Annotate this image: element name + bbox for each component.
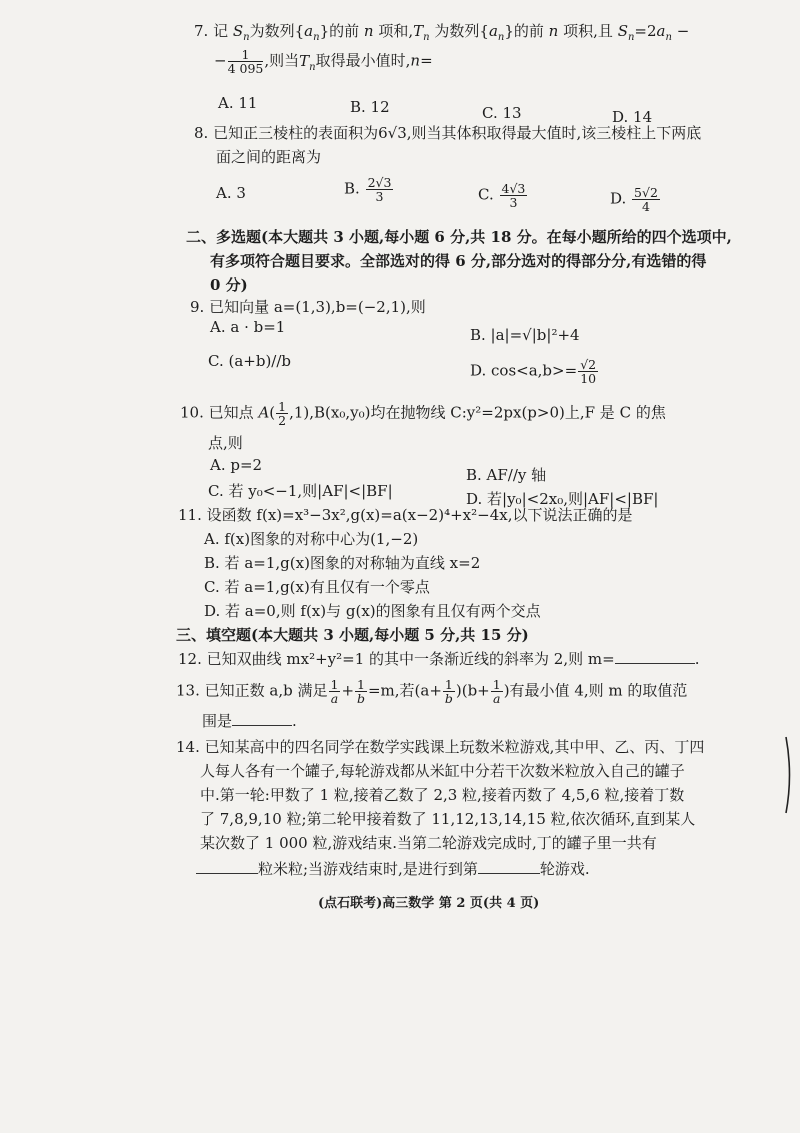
question-11-stem: 11. 设函数 f(x)=x³−3x²,g(x)=a(x−2)⁴+x²−4x,以下说法正确的是 [178,506,633,524]
question-14-line4: 了 7,8,9,10 粒;第二轮甲接着数了 11,12,13,14,15 粒,依次循环,直到某人 [200,810,696,828]
q9-option-a: A. a · b=1 [210,318,286,336]
q9-option-d: D. cos<a,b>= $\frac{√2}{10}$ [470,357,597,387]
q11-option-b: B. 若 a=1,g(x)图象的对称轴为直线 x=2 [204,554,481,572]
q8-option-a: A. 3 [216,184,246,202]
section-2-heading-line2: 有多项符合题目要求。全部选对的得 6 分,部分选对的得部分分,有选错的得 [210,252,707,270]
page-footer: (点石联考)高三数学 第 2 页(共 4 页) [318,896,540,911]
q10-option-d: D. 若|y₀|<2x₀,则|AF|<|BF| [466,490,659,508]
section-3-heading: 三、填空题(本大题共 3 小题,每小题 5 分,共 15 分) [176,626,529,644]
section-2-heading-line1: 二、多选题(本大题共 3 小题,每小题 6 分,共 18 分。在每小题所给的四个选项中, [186,228,732,246]
question-7-line2: − $\frac{1}{4 095}$ ,则当$T_n$取得最小值时,n= [214,47,433,77]
question-14-line3: 中.第一轮:甲数了 1 粒,接着乙数了 2,3 粒,接着丙数了 4,5,6 粒,接着丁数 [200,786,685,804]
q7-option-c: C. 13 [482,104,522,122]
question-9-stem: 9. 已知向量 a=(1,3),b=(−2,1),则 [190,298,426,316]
answer-blank-14a[interactable] [196,872,258,874]
q10-option-a: A. p=2 [210,456,263,474]
q7-option-a: A. 11 [218,94,258,112]
question-9-number: 9. [190,298,205,316]
q11-option-a: A. f(x)图象的对称中心为(1,−2) [204,530,419,548]
question-8-number: 8. [194,124,209,142]
q10-option-b: B. AF//y 轴 [466,466,547,484]
q8-option-d: D. $\frac{5√2}{4}$ [610,185,658,215]
question-13-line1: 13. 已知正数 a,b 满足 $\frac{1}{a}$ + $\frac{1}{b}$ =m,若(a+ $\frac{1}{b}$ )(b+ $\frac{1}{a}$ )有最小值 4,则 m 的取值范 [176,677,688,707]
q8-option-b: B. $\frac{2√3}{3}$ [344,175,392,205]
answer-blank-12[interactable] [615,662,695,664]
question-7-number: 7. [194,22,209,40]
question-10-line2: 点,则 [208,434,243,452]
answer-blank-13[interactable] [232,724,292,726]
question-10-line1: 10. 已知点 A( $\frac{1}{2}$ ,1),B(x₀,y₀)均在抛物线 C:y²=2px(p>0)上,F 是 C 的焦 [180,399,666,429]
margin-bracket-mark [783,735,795,815]
question-10-number: 10. [180,403,204,422]
question-13-line2: 围是 . [202,712,297,730]
q9-option-c: C. (a+b)//b [208,352,292,370]
question-13-number: 13. [176,681,200,700]
question-12-number: 12. [178,650,202,668]
q11-option-c: C. 若 a=1,g(x)有且仅有一个零点 [204,578,430,596]
question-12: 12. 已知双曲线 mx²+y²=1 的其中一条渐近线的斜率为 2,则 m= . [178,650,700,668]
answer-blank-14b[interactable] [478,872,540,874]
fraction-1-over-4095: $\frac{1}{4 095}$ [227,47,264,77]
question-14-line6: 粒米粒;当游戏结束时,是进行到第 轮游戏. [196,858,590,879]
question-14-line5: 某次数了 1 000 粒,游戏结束.当第二轮游戏完成时,丁的罐子里一共有 [200,834,657,852]
question-7-line1: 7. 记 $S_n$为数列$\{a_n\}$的前 n 项和$,T_n$ 为数列$\{a_n\}$的前 n 项积,且 $S_n=2a_n$ − [194,22,690,43]
section-2-heading-line3: 0 分) [210,276,248,294]
q8-option-c: C. $\frac{4√3}{3}$ [478,181,526,211]
question-14-line2: 人每人各有一个罐子,每轮游戏都从米缸中分若干次数米粒放入自己的罐子 [200,762,685,780]
question-8-line2: 面之间的距离为 [216,148,322,166]
question-14-number: 14. [176,738,200,756]
question-11-number: 11. [178,506,202,524]
q7-option-b: B. 12 [350,98,390,116]
q11-option-d: D. 若 a=0,则 f(x)与 g(x)的图象有且仅有两个交点 [204,602,541,620]
question-14-line1: 14. 已知某高中的四名同学在数学实践课上玩数米粒游戏,其中甲、乙、丙、丁四 [176,738,705,756]
q10-option-c: C. 若 y₀<−1,则|AF|<|BF| [208,482,393,500]
q7-option-d: D. 14 [612,108,653,126]
q9-option-b: B. |a|=√|b|²+4 [470,326,580,344]
question-8-line1: 8. 已知正三棱柱的表面积为6√3,则当其体积取得最大值时,该三棱柱上下两底 [194,124,702,142]
